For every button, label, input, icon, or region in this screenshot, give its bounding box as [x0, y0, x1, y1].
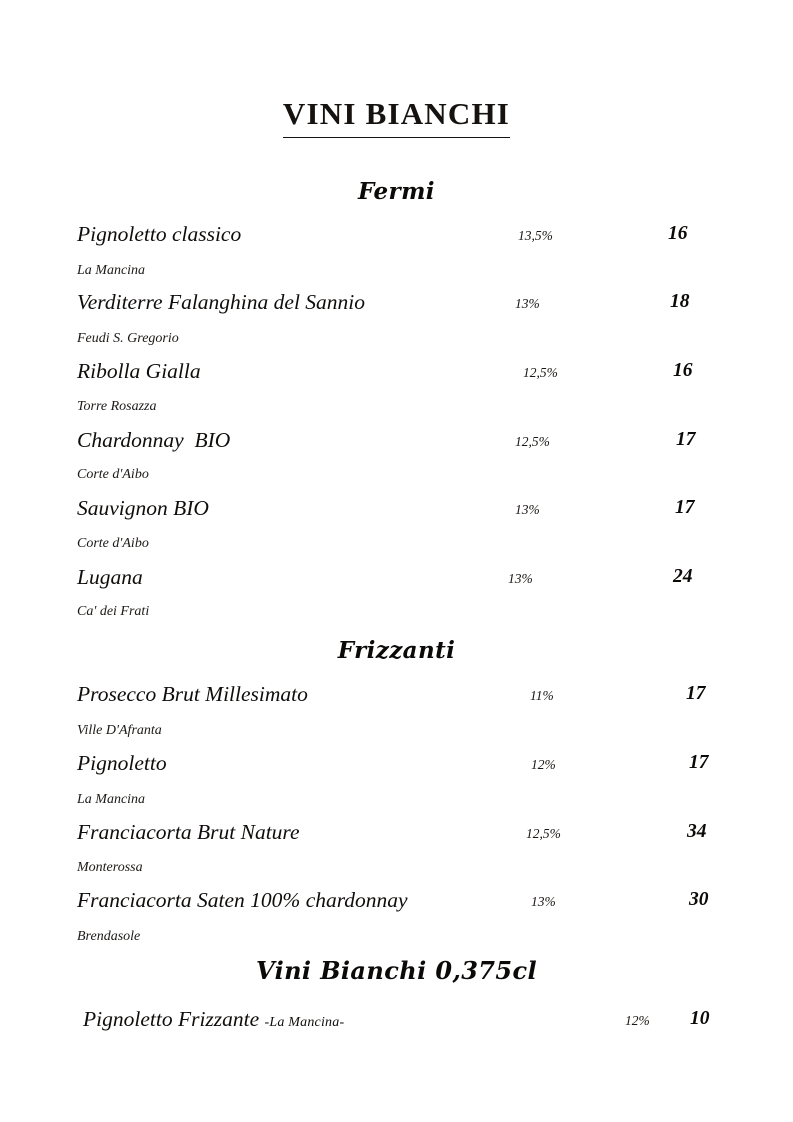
wine-abv: 13%	[515, 502, 540, 517]
wine-row[interactable]	[0, 288, 793, 322]
wine-price: 17	[689, 752, 709, 773]
wine-producer: -La Mancina-	[264, 1015, 345, 1030]
wine-name: Verditerre Falanghina del Sannio	[77, 290, 366, 314]
section-heading-fermi: Fermi	[358, 178, 435, 205]
wine-name: Franciacorta Brut Nature	[77, 820, 300, 844]
wine-producer: Brendasole	[77, 929, 141, 944]
wine-producer: La Mancina	[77, 792, 146, 807]
wine-row[interactable]	[0, 749, 793, 783]
wine-price: 30	[689, 889, 709, 910]
wine-row[interactable]	[0, 220, 793, 254]
wine-price: 16	[673, 360, 693, 381]
wine-name	[83, 1005, 344, 1037]
wine-row[interactable]	[0, 1005, 793, 1039]
wine-abv: 12,5%	[515, 434, 550, 449]
wine-row[interactable]	[0, 886, 793, 920]
wine-price: 10	[690, 1008, 710, 1029]
wine-abv: 13,5%	[518, 228, 553, 243]
wine-price: 24	[673, 566, 693, 587]
wine-abv: 12%	[531, 757, 556, 772]
wine-abv: 12,5%	[526, 826, 561, 841]
wine-row[interactable]	[0, 563, 793, 597]
wine-abv: 13%	[531, 894, 556, 909]
wine-row[interactable]	[0, 818, 793, 852]
wine-producer: Feudi S. Gregorio	[77, 331, 179, 346]
wine-producer: Corte d'Aibo	[77, 467, 149, 482]
section-heading-mezze-bottiglie: Vini Bianchi 0,375cl	[255, 956, 538, 985]
wine-price: 17	[675, 497, 695, 518]
wine-name: Pignoletto classico	[77, 222, 242, 246]
wine-abv: 12,5%	[523, 365, 558, 380]
wine-name: Lugana	[77, 565, 143, 589]
wine-price: 17	[676, 429, 696, 450]
wine-name: Pignoletto	[77, 751, 167, 775]
wine-producer: Ville D'Afranta	[77, 723, 162, 738]
wine-producer: Monterossa	[77, 860, 143, 875]
wine-producer: Torre Rosazza	[77, 399, 157, 414]
page-title	[0, 96, 793, 138]
section-heading-frizzanti: Frizzanti	[337, 637, 456, 664]
wine-abv: 12%	[625, 1013, 650, 1028]
wine-abv: 13%	[515, 296, 540, 311]
wine-producer: Corte d'Aibo	[77, 536, 149, 551]
wine-name-text: Pignoletto Frizzante	[83, 1007, 265, 1031]
wine-row[interactable]	[0, 494, 793, 528]
wine-name: Chardonnay BIO	[77, 428, 231, 452]
wine-price: 17	[686, 683, 706, 704]
wine-price: 18	[670, 291, 690, 312]
wine-abv: 11%	[530, 688, 554, 703]
wine-name: Sauvignon BIO	[77, 496, 209, 520]
wine-abv: 13%	[508, 571, 533, 586]
wine-name: Ribolla Gialla	[77, 359, 201, 383]
wine-price: 16	[668, 223, 688, 244]
wine-name: Franciacorta Saten 100% chardonnay	[77, 888, 408, 912]
wine-row[interactable]	[0, 680, 793, 714]
wine-name: Prosecco Brut Millesimato	[77, 682, 308, 706]
wine-price: 34	[687, 821, 707, 842]
wine-row[interactable]	[0, 426, 793, 460]
wine-producer: Ca' dei Frati	[77, 604, 150, 619]
page-title-text: VINI BIANCHI	[283, 96, 510, 138]
wine-producer: La Mancina	[77, 263, 146, 278]
wine-row[interactable]	[0, 357, 793, 391]
